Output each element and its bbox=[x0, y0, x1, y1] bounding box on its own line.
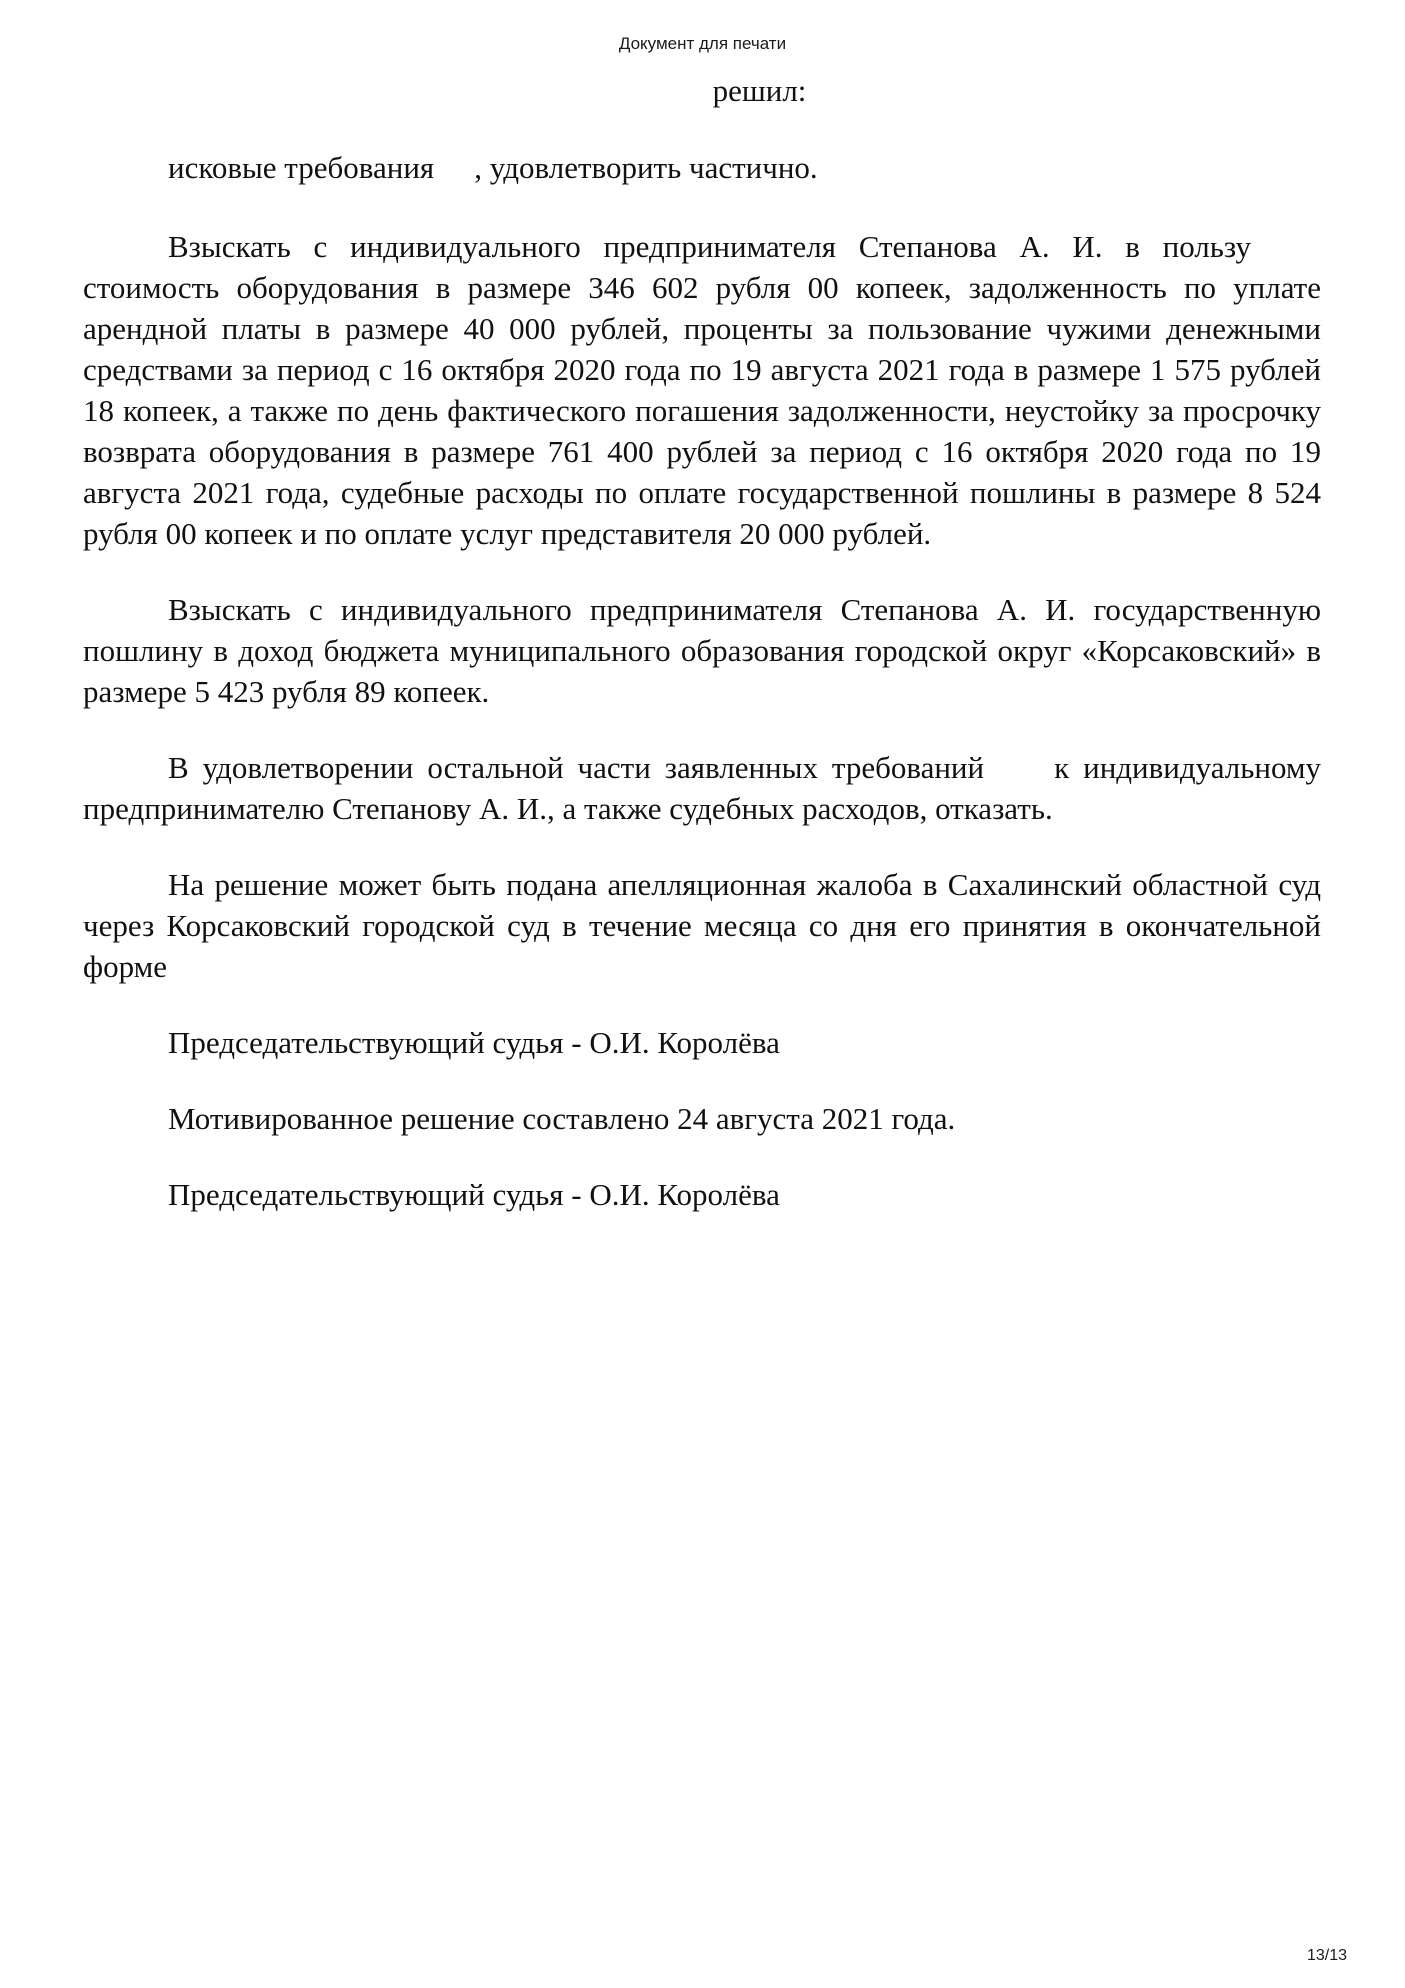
paragraph-recovery bbox=[83, 226, 1321, 554]
paragraph-claims-granted-start: исковые требования bbox=[168, 150, 435, 185]
paragraph-claims-granted-end: , удовлетворить частично. bbox=[474, 150, 818, 185]
paragraph-claims-granted bbox=[83, 147, 1321, 188]
presiding-judge-line: Председательствующий судья - О.И. Королёва bbox=[168, 1177, 780, 1212]
paragraph-rejection-start: В удовлетворении остальной части заявленных требований bbox=[168, 750, 985, 785]
paragraph-rejection-end: к индивидуальному предпринимателю Степанову А. И., а также судебных расходов, отказать. bbox=[83, 750, 1321, 826]
print-header: Документ для печати bbox=[618, 34, 787, 53]
reasoned-decision-date: Мотивированное решение составлено 24 августа 2021 года. bbox=[168, 1101, 956, 1136]
ruling-heading: решил: bbox=[712, 73, 807, 108]
paragraph-rejection bbox=[83, 747, 1321, 829]
page-number: 13/13 bbox=[1306, 1947, 1347, 1964]
paragraph-recovery-start: Взыскать с индивидуального предпринимателя Степанова А. И. в пользу bbox=[168, 229, 1251, 264]
paragraph-appeal: На решение может быть подана апелляционная жалоба в Сахалинский областной суд через Корсаковский городской суд в течение месяца со дня его принятия в окончательной форме bbox=[83, 867, 1321, 984]
document-body bbox=[83, 70, 1321, 1215]
presiding-judge-line: Председательствующий судья - О.И. Королёва bbox=[168, 1025, 780, 1060]
paragraph-recovery-end: стоимость оборудования в размере 346 602 рубля 00 копеек, задолженность по уплате арендной платы в размере 40 000 рублей, проценты за пользование чужими денежными средствами за период с 16 октября 2020 года по 19 августа 2021 года в размере 1 575 рублей 18 копеек, а также по день фактического погашения задолженности, неустойку за просрочку возврата оборудования в размере 761 400 рублей за период с 16 октября 2020 года по 19 августа 2021 года, судебные расходы по оплате государственной пошлины в размере 8 524 рубля 00 копеек и по оплате услуг представителя 20 000 рублей. bbox=[83, 270, 1321, 551]
paragraph-state-duty: Взыскать с индивидуального предпринимателя Степанова А. И. государственную пошлину в доход бюджета муниципального образования городской округ «Корсаковский» в размере 5 423 рубля 89 копеек. bbox=[83, 592, 1321, 709]
